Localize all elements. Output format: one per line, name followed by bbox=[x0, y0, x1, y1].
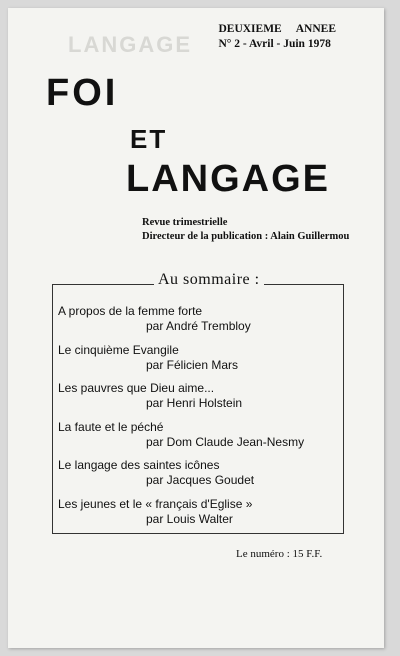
issue-number-date: N° 2 - Avril - Juin 1978 bbox=[218, 38, 331, 50]
subtitle-frequency: Revue trimestrielle bbox=[142, 217, 228, 228]
toc-entry-author: par Henri Holstein bbox=[146, 396, 243, 410]
toc-entry-title: A propos de la femme forte bbox=[58, 304, 203, 318]
title-langage: LANGAGE bbox=[126, 158, 330, 200]
price-label: Le numéro : 15 F.F. bbox=[236, 548, 323, 560]
toc-entry-author: par Félicien Mars bbox=[146, 357, 239, 372]
toc-entry bbox=[58, 497, 348, 536]
toc-entry-author: par Dom Claude Jean-Nesmy bbox=[146, 434, 305, 449]
toc-entry-title: Le langage des saintes icônes bbox=[58, 458, 220, 472]
toc-entry bbox=[58, 420, 348, 459]
toc-entry bbox=[58, 458, 348, 497]
toc-entry bbox=[58, 304, 348, 343]
toc-entry-title: La faute et le péché bbox=[58, 419, 164, 434]
toc-entry-title: Les pauvres que Dieu aime... bbox=[58, 381, 215, 395]
table-of-contents bbox=[58, 304, 348, 535]
toc-entry-author: par Louis Walter bbox=[146, 511, 233, 526]
issue-year-label: DEUXIEME bbox=[218, 23, 282, 35]
title-foi: FOI bbox=[46, 72, 119, 114]
toc-entry-author: par André Trembloy bbox=[146, 319, 251, 333]
magazine-cover bbox=[8, 8, 384, 648]
toc-entry bbox=[58, 343, 348, 382]
subtitle bbox=[142, 216, 349, 244]
issue-annee-label: ANNEE bbox=[295, 23, 336, 35]
issue-info bbox=[218, 22, 336, 52]
toc-entry-author: par Jacques Goudet bbox=[146, 473, 255, 487]
sommaire-heading: Au sommaire : bbox=[154, 271, 264, 289]
show-through-text: LANGAGE bbox=[68, 32, 192, 57]
toc-entry-title: Les jeunes et le « français d'Eglise » bbox=[58, 496, 253, 511]
subtitle-director: Directeur de la publication : Alain Guillermou bbox=[142, 231, 350, 242]
toc-entry bbox=[58, 381, 348, 420]
toc-entry-title: Le cinquième Evangile bbox=[58, 342, 179, 357]
title-et: ET bbox=[130, 124, 168, 154]
